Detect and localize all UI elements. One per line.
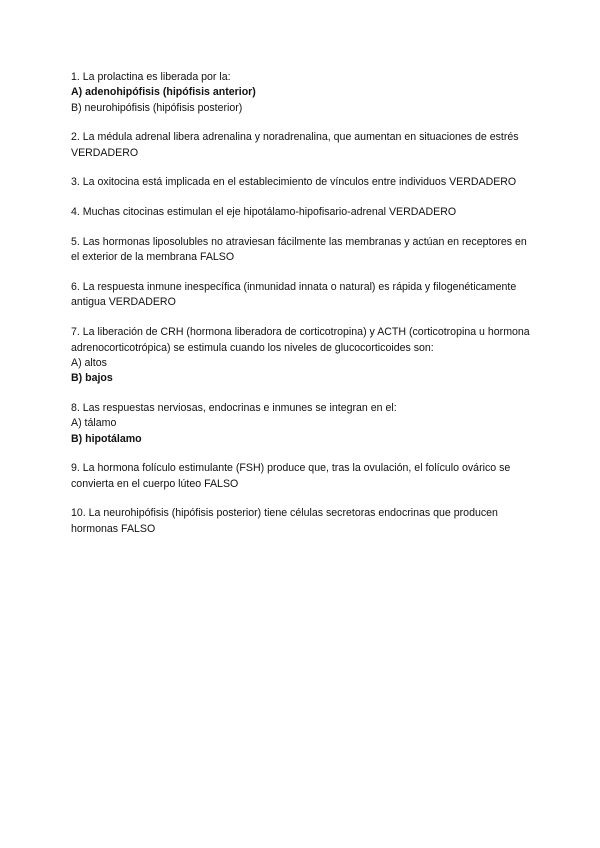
answer-option: A) adenohipófisis (hipófisis anterior) [71, 86, 256, 99]
question-2 [71, 130, 533, 161]
question-8 [71, 401, 533, 447]
question-9 [71, 461, 533, 492]
question-10 [71, 506, 533, 537]
question-list [71, 70, 533, 552]
question-text: 6. La respuesta inmune inespecífica (inmunidad innata o natural) es rápida y filogenéticamente antigua VERDADERO [71, 281, 517, 309]
question-text: 5. Las hormonas liposolubles no atraviesan fácilmente las membranas y actúan en receptores en el exterior de la membrana FALSO [71, 236, 527, 264]
question-text: 3. La oxitocina está implicada en el establecimiento de vínculos entre individuos VERDADERO [71, 176, 517, 189]
question-text: 4. Muchas citocinas estimulan el eje hipotálamo-hipofisario-adrenal VERDADERO [71, 206, 457, 219]
question-5 [71, 235, 533, 266]
question-7 [71, 325, 533, 386]
answer-option: A) altos [71, 356, 107, 369]
question-1 [71, 70, 533, 116]
answer-option: B) bajos [71, 372, 113, 385]
question-text: 1. La prolactina es liberada por la: [71, 71, 231, 83]
question-3 [71, 175, 533, 190]
question-text: 8. Las respuestas nerviosas, endocrinas e inmunes se integran en el: [71, 401, 397, 414]
question-text: 10. La neurohipófisis (hipófisis posterior) tiene células secretoras endocrinas que producen hormonas FALSO [71, 507, 498, 535]
question-text: 2. La médula adrenal libera adrenalina y noradrenalina, que aumentan en situaciones de estrés VERDADERO [71, 131, 519, 159]
answer-option: B) hipotálamo [71, 432, 142, 445]
question-text: 7. La liberación de CRH (hormona liberadora de corticotropina) y ACTH (corticotropina u hormona adrenocorticotrópica) se estimula cuando los niveles de glucocorticoides son: [71, 326, 530, 354]
answer-option: B) neurohipófisis (hipófisis posterior) [71, 101, 243, 114]
question-text: 9. La hormona folículo estimulante (FSH) produce que, tras la ovulación, el folículo ovárico se convierta en el cuerpo lúteo FALSO [71, 462, 511, 490]
question-6 [71, 280, 533, 311]
answer-option: A) tálamo [71, 417, 117, 430]
question-4 [71, 205, 533, 220]
